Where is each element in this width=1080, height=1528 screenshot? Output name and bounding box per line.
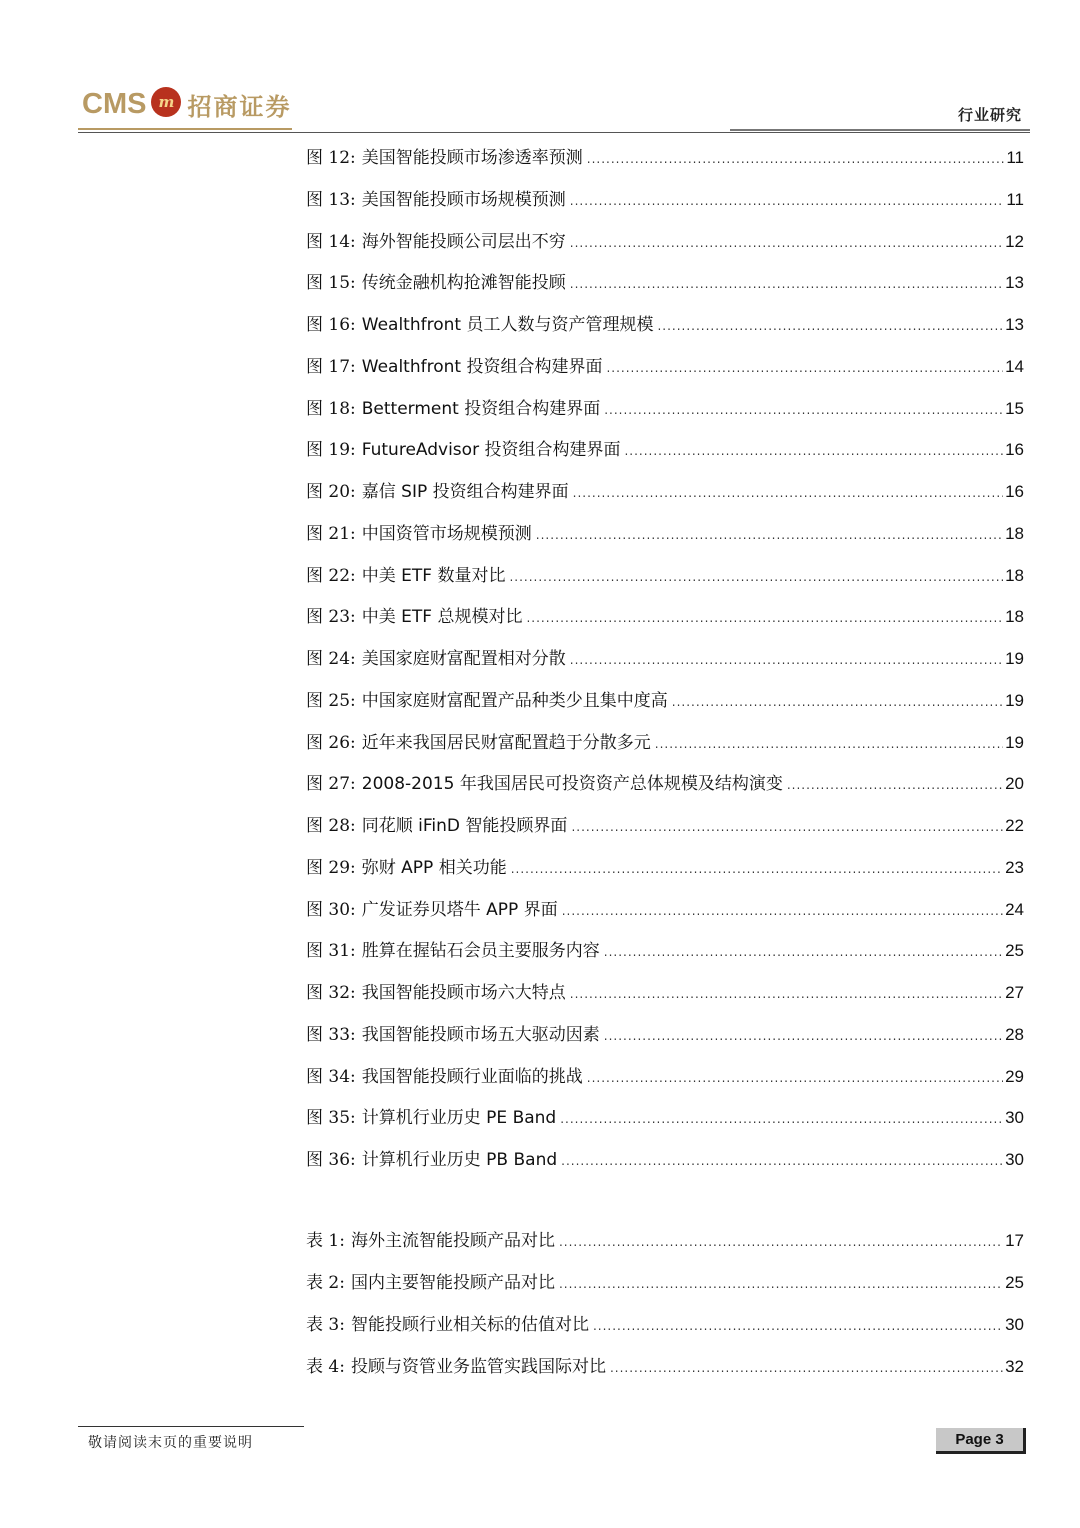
toc-entry-page-number: 13 — [1005, 315, 1024, 334]
toc-entry-page-number: 11 — [1006, 148, 1024, 167]
toc-entry-label: 图 17: — [306, 357, 356, 377]
toc-entry-page-number: 30 — [1005, 1315, 1024, 1334]
toc-entry-title: FutureAdvisor 投资组合构建界面 — [361, 440, 621, 460]
toc-entry-page-number: 11 — [1006, 190, 1024, 209]
toc-entry-page-number: 25 — [1005, 1273, 1024, 1292]
toc-leader-dots — [559, 1271, 1003, 1297]
figure-toc-entry[interactable] — [306, 479, 1024, 505]
toc-leader-dots — [604, 939, 1003, 965]
figure-toc-entry[interactable] — [306, 396, 1024, 422]
toc-entry-label: 图 24: — [306, 649, 356, 669]
figure-toc-entry[interactable] — [306, 312, 1024, 338]
toc-leader-dots — [570, 230, 1003, 256]
toc-leader-dots — [610, 1355, 1003, 1381]
toc-leader-dots — [526, 605, 1003, 631]
toc-leader-dots — [570, 981, 1003, 1007]
toc-entry-page-number: 29 — [1005, 1067, 1024, 1086]
logo-chinese-text: 招商证券 — [187, 91, 292, 121]
toc-entry-page-number: 16 — [1005, 440, 1024, 459]
toc-entry-label: 表 1: — [306, 1231, 345, 1251]
toc-entry-label: 图 18: — [306, 399, 356, 419]
figure-toc-entry[interactable] — [306, 521, 1024, 547]
toc-entry-label: 图 32: — [306, 983, 356, 1003]
table-toc-entry[interactable] — [306, 1312, 1024, 1338]
toc-entry-title: 计算机行业历史 PB Band — [361, 1150, 558, 1170]
toc-entry-page-number: 30 — [1005, 1150, 1024, 1169]
toc-entry-page-number: 15 — [1005, 399, 1024, 418]
toc-entry-label: 图 31: — [306, 941, 356, 961]
toc-entry-label: 图 25: — [306, 691, 356, 711]
toc-entry-page-number: 19 — [1005, 691, 1024, 710]
toc-entry-title: 嘉信 SIP 投资组合构建界面 — [361, 482, 569, 502]
toc-entry-title: 同花顺 iFinD 智能投顾界面 — [361, 816, 568, 836]
toc-leader-dots — [587, 1065, 1003, 1091]
toc-leader-dots — [511, 856, 1003, 882]
figure-toc-entry[interactable] — [306, 437, 1024, 463]
toc-entry-label: 图 26: — [306, 733, 356, 753]
figure-toc-entry[interactable] — [306, 980, 1024, 1006]
toc-entry-title: 2008-2015 年我国居民可投资资产总体规模及结构演变 — [361, 774, 783, 794]
toc-entry-page-number: 14 — [1005, 357, 1024, 376]
logo-latin-text: CMS — [82, 87, 147, 120]
toc-leader-dots — [570, 188, 1005, 214]
footer-disclaimer-note: 敬请阅读末页的重要说明 — [88, 1435, 253, 1451]
figure-toc-entry[interactable] — [306, 563, 1024, 589]
toc-leader-dots — [657, 313, 1003, 339]
toc-entry-page-number: 24 — [1005, 900, 1024, 919]
figure-toc-entry[interactable] — [306, 1147, 1024, 1173]
toc-entry-label: 图 34: — [306, 1067, 356, 1087]
figure-toc-entry[interactable] — [306, 1064, 1024, 1090]
toc-entry-page-number: 18 — [1005, 566, 1024, 585]
toc-entry-page-number: 23 — [1005, 858, 1024, 877]
toc-entry-title: 海外智能投顾公司层出不穷 — [361, 232, 566, 252]
toc-leader-dots — [573, 480, 1003, 506]
toc-entry-title: 传统金融机构抢滩智能投顾 — [361, 273, 566, 293]
toc-entry-label: 图 30: — [306, 900, 356, 920]
figure-toc-entry[interactable] — [306, 771, 1024, 797]
toc-entry-title: 投顾与资管业务监管实践国际对比 — [350, 1357, 606, 1377]
toc-leader-dots — [561, 1148, 1003, 1174]
figure-toc-entry[interactable] — [306, 354, 1024, 380]
toc-entry-title: 智能投顾行业相关标的估值对比 — [350, 1315, 589, 1335]
figure-toc-entry[interactable] — [306, 270, 1024, 296]
figure-toc-entry[interactable] — [306, 646, 1024, 672]
toc-entry-title: 美国智能投顾市场渗透率预测 — [361, 148, 583, 168]
toc-leader-dots — [536, 522, 1003, 548]
toc-entry-page-number: 27 — [1005, 983, 1024, 1002]
toc-leader-dots — [560, 1106, 1003, 1132]
toc-entry-title: 中美 ETF 数量对比 — [361, 566, 506, 586]
toc-entry-title: 计算机行业历史 PE Band — [361, 1108, 557, 1128]
page-number-badge: Page 3 — [936, 1428, 1026, 1454]
toc-entry-title: 胜算在握钻石会员主要服务内容 — [361, 941, 600, 961]
toc-entry-page-number: 18 — [1005, 607, 1024, 626]
figure-toc-entry[interactable] — [306, 855, 1024, 881]
toc-entry-title: 中美 ETF 总规模对比 — [361, 607, 523, 627]
toc-leader-dots — [655, 731, 1003, 757]
toc-entry-page-number: 16 — [1005, 482, 1024, 501]
toc-entry-label: 图 19: — [306, 440, 356, 460]
toc-entry-label: 图 22: — [306, 566, 356, 586]
toc-entry-label: 图 16: — [306, 315, 356, 335]
figure-toc-entry[interactable] — [306, 730, 1024, 756]
toc-entry-page-number: 28 — [1005, 1025, 1024, 1044]
table-toc-entry[interactable] — [306, 1228, 1024, 1254]
footer-rule — [78, 1426, 304, 1427]
figure-toc-entry[interactable] — [306, 604, 1024, 630]
toc-entry-title: 海外主流智能投顾产品对比 — [350, 1231, 555, 1251]
figure-toc-entry[interactable] — [306, 688, 1024, 714]
toc-entry-page-number: 19 — [1005, 649, 1024, 668]
table-toc-entry[interactable] — [306, 1270, 1024, 1296]
toc-entry-title: 中国家庭财富配置产品种类少且集中度高 — [361, 691, 668, 711]
toc-entry-label: 图 21: — [306, 524, 356, 544]
figure-toc-entry[interactable] — [306, 1022, 1024, 1048]
toc-leader-dots — [509, 564, 1003, 590]
toc-leader-dots — [604, 1023, 1003, 1049]
header-rule — [78, 132, 1030, 133]
toc-leader-dots — [571, 814, 1003, 840]
toc-entry-title: 中国资管市场规模预测 — [361, 524, 532, 544]
toc-leader-dots — [604, 397, 1003, 423]
toc-entry-title: Wealthfront 投资组合构建界面 — [361, 357, 603, 377]
toc-entry-page-number: 32 — [1005, 1357, 1024, 1376]
figure-toc-entry[interactable] — [306, 187, 1024, 213]
toc-entry-label: 图 29: — [306, 858, 356, 878]
header-right-rule — [730, 129, 1030, 131]
toc-entry-page-number: 20 — [1005, 774, 1024, 793]
toc-entry-label: 图 36: — [306, 1150, 356, 1170]
toc-entry-page-number: 30 — [1005, 1108, 1024, 1127]
toc-entry-page-number: 13 — [1005, 273, 1024, 292]
toc-leader-dots — [570, 271, 1003, 297]
toc-entry-title: 我国智能投顾市场五大驱动因素 — [361, 1025, 600, 1045]
figure-toc-entry[interactable] — [306, 229, 1024, 255]
toc-entry-title: 近年来我国居民财富配置趋于分散多元 — [361, 733, 651, 753]
toc-entry-label: 表 3: — [306, 1315, 345, 1335]
toc-entry-title: 弥财 APP 相关功能 — [361, 858, 507, 878]
page-header — [0, 0, 1080, 140]
toc-entry-label: 表 2: — [306, 1273, 345, 1293]
toc-leader-dots — [624, 438, 1003, 464]
header-accent-rule — [78, 128, 292, 130]
toc-entry-title: 我国智能投顾行业面临的挑战 — [361, 1067, 583, 1087]
figure-toc-entry[interactable] — [306, 897, 1024, 923]
toc-leader-dots — [606, 355, 1003, 381]
toc-entry-label: 表 4: — [306, 1357, 345, 1377]
toc-entry-label: 图 35: — [306, 1108, 356, 1128]
logo-emblem-icon: m — [151, 87, 181, 117]
toc-entry-page-number: 19 — [1005, 733, 1024, 752]
toc-entry-title: 美国智能投顾市场规模预测 — [361, 190, 566, 210]
toc-entry-title: Wealthfront 员工人数与资产管理规模 — [361, 315, 654, 335]
toc-entry-page-number: 17 — [1005, 1231, 1024, 1250]
toc-entry-label: 图 20: — [306, 482, 356, 502]
toc-entry-title: 广发证券贝塔牛 APP 界面 — [361, 900, 558, 920]
toc-entry-label: 图 15: — [306, 273, 356, 293]
toc-entry-title: 国内主要智能投顾产品对比 — [350, 1273, 555, 1293]
toc-entry-title: 我国智能投顾市场六大特点 — [361, 983, 566, 1003]
table-toc-entry[interactable] — [306, 1354, 1024, 1380]
figure-toc-entry[interactable] — [306, 145, 1024, 171]
toc-entry-label: 图 23: — [306, 607, 356, 627]
toc-leader-dots — [593, 1313, 1003, 1339]
cms-logo — [82, 84, 291, 124]
toc-leader-dots — [672, 689, 1003, 715]
toc-leader-dots — [570, 647, 1003, 673]
figure-toc-entry[interactable] — [306, 813, 1024, 839]
toc-entry-page-number: 12 — [1005, 232, 1024, 251]
toc-entry-label: 图 14: — [306, 232, 356, 252]
toc-entry-label: 图 27: — [306, 774, 356, 794]
toc-entry-page-number: 25 — [1005, 941, 1024, 960]
toc-entry-title: 美国家庭财富配置相对分散 — [361, 649, 566, 669]
toc-entry-page-number: 18 — [1005, 524, 1024, 543]
figure-toc-entry[interactable] — [306, 1105, 1024, 1131]
section-label: 行业研究 — [957, 106, 1022, 124]
toc-entry-label: 图 13: — [306, 190, 356, 210]
toc-entry-page-number: 22 — [1005, 816, 1024, 835]
toc-leader-dots — [559, 1229, 1003, 1255]
toc-leader-dots — [587, 146, 1005, 172]
toc-entry-label: 图 33: — [306, 1025, 356, 1045]
toc-leader-dots — [562, 898, 1003, 924]
toc-entry-label: 图 12: — [306, 148, 356, 168]
toc-entry-label: 图 28: — [306, 816, 356, 836]
toc-entry-title: Betterment 投资组合构建界面 — [361, 399, 601, 419]
toc-leader-dots — [787, 772, 1003, 798]
figure-toc-entry[interactable] — [306, 938, 1024, 964]
